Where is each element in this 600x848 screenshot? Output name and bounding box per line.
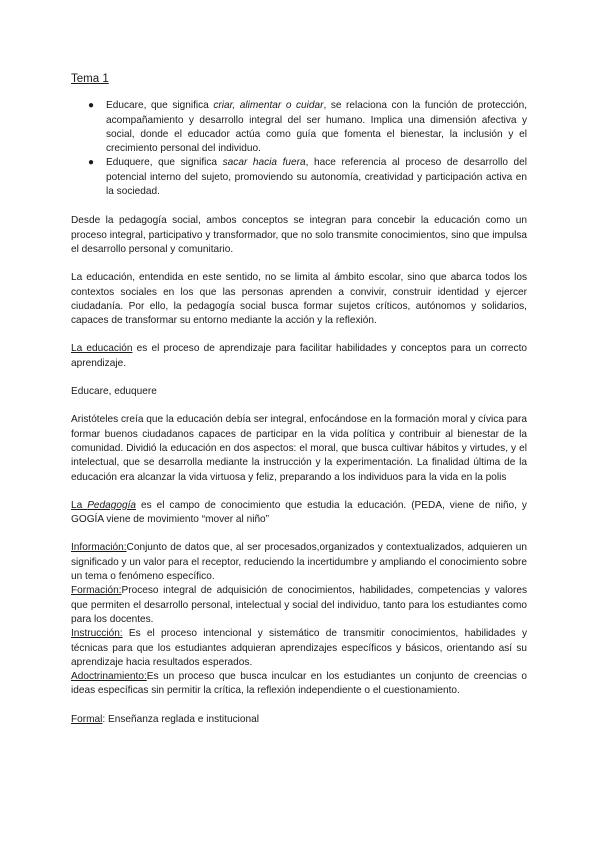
bullet-emphasis: criar, alimentar o cuidar [213, 100, 324, 112]
paragraph-pedagogia-social: Desde la pedagogía social, ambos conceptos se integran para concebir la educación como un proceso integral, participativo y transformador, que no solo transmite conocimientos, sino que impulsa el desarrollo personal y comunitario. [71, 215, 527, 255]
definition-informacion [71, 541, 527, 584]
term-formacion: Formación: [71, 585, 122, 597]
term-la-pedagogia-prefix: La [71, 499, 88, 511]
bullet-term: Eduquere, que significa [106, 157, 223, 169]
bullet-term: Educare, que significa [106, 100, 214, 112]
definition-adoctrinamiento [71, 670, 527, 699]
bullet-item-educare [88, 99, 528, 156]
paragraph-aristoteles: Aristóteles creía que la educación debía ser integral, enfocándose en la formación moral y cívica para formar buenos ciudadanos capaces de participar en la vida política y contribuir al bienestar de la comunidad. Dividió la educación en dos aspectos: el moral, que busca cultivar hábitos y virtudes, y el intelectual, que se desarrolla mediante la instrucción y la experimentación. La finalidad última de la educación era alcanzar la vida virtuosa y feliz, preparando a los individuos para la vida en la polis [71, 414, 527, 483]
definition-text: Proceso integral de adquisición de conocimientos, habilidades, competencias y valores que permiten el desarrollo personal, intelectual y social del individuo, tanto para los estudiantes como para los docentes. [71, 585, 527, 625]
term-instruccion: Instrucción: [71, 628, 123, 640]
bullet-icon: ● [88, 100, 95, 112]
bullet-text: , se relaciona con la función de protección, acompañamiento y desarrollo integral del ser humano. Implica una dimensión afectiva y social, donde el educador actúa como guía que fomenta el bienestar, la inclusión y el crecimiento personal del individuo. [106, 100, 528, 155]
definition-text: Conjunto de datos que, al ser procesados,organizados y contextualizados, adquieren un significado y un valor para el receptor, reduciendo la incertidumbre y ampliando el conocimiento sobre un tema o fenómeno específico. [71, 542, 527, 583]
bullet-text: , hace referencia al proceso de desarrollo del potencial interno del sujeto, promoviendo su autonomía, creatividad y participación activa en la sociedad. [106, 157, 527, 198]
term-pedagogia-italic: Pedagogía [87, 499, 137, 511]
term-formal: Formal [71, 713, 103, 725]
page-title: Tema 1 [71, 73, 109, 85]
paragraph-definicion-educacion [71, 342, 527, 371]
bullet-item-eduquere [88, 156, 527, 199]
definition-formacion [71, 584, 527, 627]
bullet-list [71, 99, 527, 199]
definition-text: Es el proceso intencional y sistemático de transmitir conocimientos, habilidades y técnicas para que los estudiantes adquieran aprendizajes específicos y básicos, orientando así su aprendizaje hacia resultados esperados. [71, 628, 527, 668]
definitions-block [71, 541, 527, 698]
document-body [71, 72, 527, 727]
term-la-educacion: La educación [71, 343, 133, 355]
term-pedagogia [87, 500, 136, 511]
bullet-emphasis: sacar hacia fuera [222, 157, 306, 169]
paragraph-educacion-contextos: La educación, entendida en este sentido, no se limita al ámbito escolar, sino que abarca todos los contextos sociales en los que las personas aprenden a convivir, construir identidad y ejercer ciudadanía. Por ello, la pedagogía social busca formar sujetos críticos, autónomos y solidarios, capaces de transformar su entorno mediante la acción y la reflexión. [71, 272, 527, 327]
definition-text: Es un proceso que busca inculcar en los estudiantes un conjunto de creencias o ideas específicas sin permitir la crítica, la reflexión independiente o el cuestionamiento. [71, 671, 527, 697]
bullet-icon: ● [88, 157, 95, 169]
term-adoctrinamiento: Adoctrinamiento: [71, 671, 147, 683]
term-informacion: Información: [71, 542, 127, 554]
paragraph-educare-eduquere: Educare, eduquere [71, 386, 157, 398]
definition-text: es el campo de conocimiento que estudia la educación. (PEDA, viene de niño, y GOGÍA viene de movimiento “mover al niño” [71, 499, 527, 526]
definition-instruccion [71, 627, 527, 670]
paragraph-pedagogia [71, 499, 527, 528]
paragraph-formal [71, 713, 527, 727]
definition-text: es el proceso de aprendizaje para facilitar habilidades y conceptos para un correcto aprendizaje. [71, 343, 527, 369]
definition-text: : Enseñanza reglada e institucional [102, 713, 259, 725]
